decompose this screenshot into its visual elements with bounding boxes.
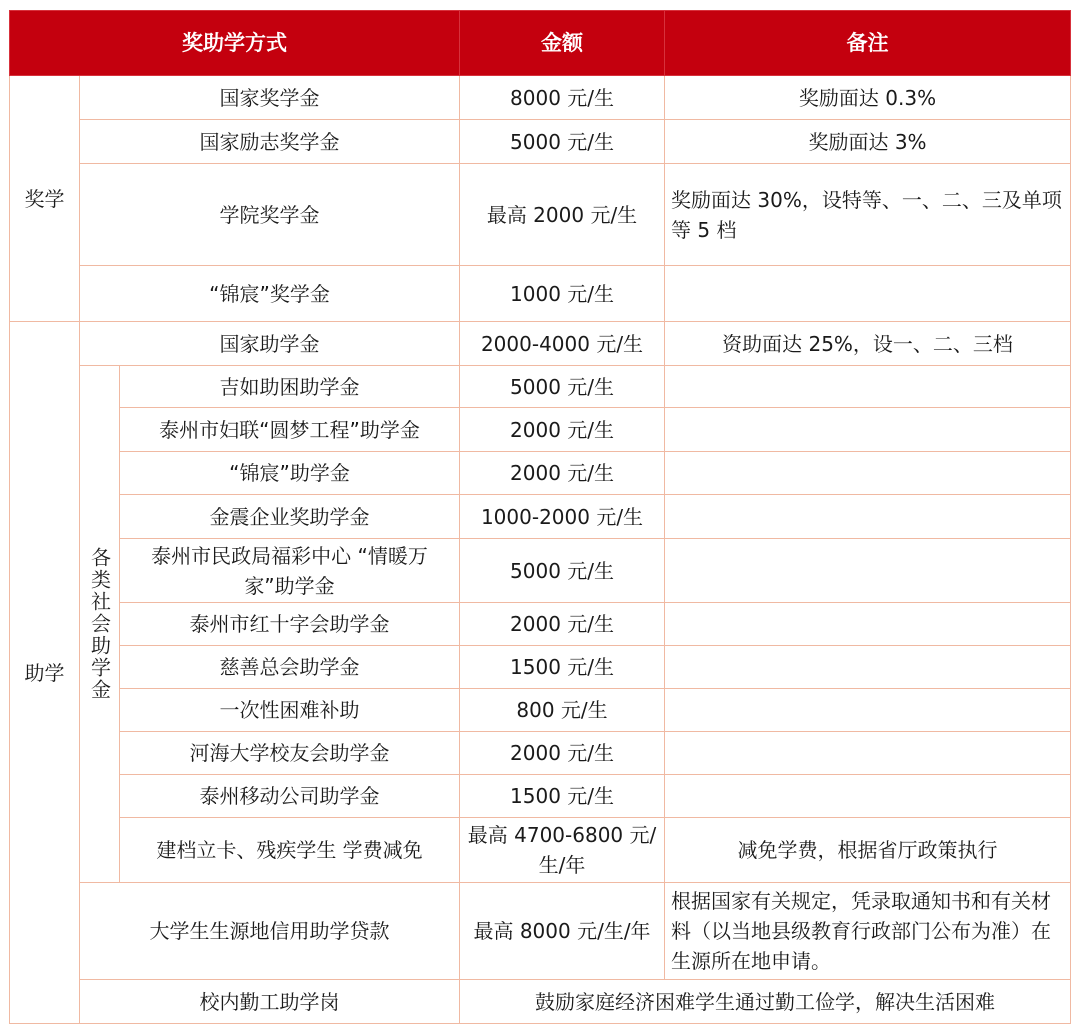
header-row — [10, 11, 1071, 76]
row-name: 金震企业奖助学金 — [120, 495, 460, 539]
table-row — [10, 266, 1071, 322]
row-name: 建档立卡、残疾学生 学费减免 — [120, 818, 460, 883]
row-note — [665, 646, 1071, 689]
row-note — [665, 266, 1071, 322]
row-name: 一次性困难补助 — [120, 689, 460, 732]
row-note: 根据国家有关规定，凭录取通知书和有关材料（以当地县级教育行政部门公布为准）在生源所在地申请。 — [665, 883, 1071, 980]
row-note: 减免学费，根据省厅政策执行 — [665, 818, 1071, 883]
row-amount: 5000 元/生 — [460, 539, 665, 603]
row-name: 学院奖学金 — [80, 164, 460, 266]
table-row — [10, 495, 1071, 539]
row-note — [665, 408, 1071, 452]
row-note: 资助面达 25%，设一、二、三档 — [665, 322, 1071, 366]
row-amount: 最高 2000 元/生 — [460, 164, 665, 266]
row-note: 奖励面达 30%，设特等、一、二、三及单项等 5 档 — [665, 164, 1071, 266]
table-row — [10, 164, 1071, 266]
header-method: 奖助学方式 — [10, 11, 460, 76]
group-social: 各类社会助学金 — [80, 366, 120, 883]
row-name: 泰州市妇联“圆梦工程”助学金 — [120, 408, 460, 452]
row-name: 泰州市红十字会助学金 — [120, 603, 460, 646]
row-name: 国家奖学金 — [80, 76, 460, 120]
row-name: 国家励志奖学金 — [80, 120, 460, 164]
row-name: 校内勤工助学岗 — [80, 980, 460, 1024]
table-row — [10, 366, 1071, 408]
table-row — [10, 818, 1071, 883]
group-aid: 助学 — [10, 322, 80, 1024]
row-name: 泰州市民政局福彩中心 “情暖万家”助学金 — [120, 539, 460, 603]
table-row — [10, 76, 1071, 120]
table-row — [10, 732, 1071, 775]
row-amount: 1000-2000 元/生 — [460, 495, 665, 539]
row-note — [665, 732, 1071, 775]
header-note: 备注 — [665, 11, 1071, 76]
row-note: 奖励面达 0.3% — [665, 76, 1071, 120]
aid-table — [9, 10, 1071, 1024]
row-name: 慈善总会助学金 — [120, 646, 460, 689]
table-row — [10, 408, 1071, 452]
table-row — [10, 539, 1071, 603]
row-note — [665, 539, 1071, 603]
row-amount: 2000 元/生 — [460, 452, 665, 495]
table-row — [10, 775, 1071, 818]
table-row — [10, 883, 1071, 980]
row-name: 河海大学校友会助学金 — [120, 732, 460, 775]
row-name: 泰州移动公司助学金 — [120, 775, 460, 818]
row-amount: 8000 元/生 — [460, 76, 665, 120]
row-amount: 5000 元/生 — [460, 120, 665, 164]
row-note — [665, 689, 1071, 732]
row-amount: 2000 元/生 — [460, 408, 665, 452]
row-name: 大学生生源地信用助学贷款 — [80, 883, 460, 980]
row-amount: 800 元/生 — [460, 689, 665, 732]
table-row — [10, 689, 1071, 732]
row-amount: 最高 4700-6800 元/生/年 — [460, 818, 665, 883]
row-amount: 2000 元/生 — [460, 732, 665, 775]
row-amount: 1000 元/生 — [460, 266, 665, 322]
row-note — [665, 603, 1071, 646]
table-row — [10, 322, 1071, 366]
row-name: “锦宸”助学金 — [120, 452, 460, 495]
table-row — [10, 452, 1071, 495]
row-note: 鼓励家庭经济困难学生通过勤工俭学，解决生活困难 — [460, 980, 1071, 1024]
row-note: 奖励面达 3% — [665, 120, 1071, 164]
table-row — [10, 120, 1071, 164]
row-amount: 最高 8000 元/生/年 — [460, 883, 665, 980]
row-name: 国家助学金 — [80, 322, 460, 366]
row-amount: 5000 元/生 — [460, 366, 665, 408]
row-name: “锦宸”奖学金 — [80, 266, 460, 322]
row-name: 吉如助困助学金 — [120, 366, 460, 408]
row-note — [665, 366, 1071, 408]
row-amount: 1500 元/生 — [460, 646, 665, 689]
row-amount: 1500 元/生 — [460, 775, 665, 818]
row-note — [665, 775, 1071, 818]
header-amount: 金额 — [460, 11, 665, 76]
row-amount: 2000-4000 元/生 — [460, 322, 665, 366]
row-amount: 2000 元/生 — [460, 603, 665, 646]
group-scholarship: 奖学 — [10, 76, 80, 322]
table-row — [10, 980, 1071, 1024]
row-note — [665, 452, 1071, 495]
table-row — [10, 603, 1071, 646]
row-note — [665, 495, 1071, 539]
table-row — [10, 646, 1071, 689]
